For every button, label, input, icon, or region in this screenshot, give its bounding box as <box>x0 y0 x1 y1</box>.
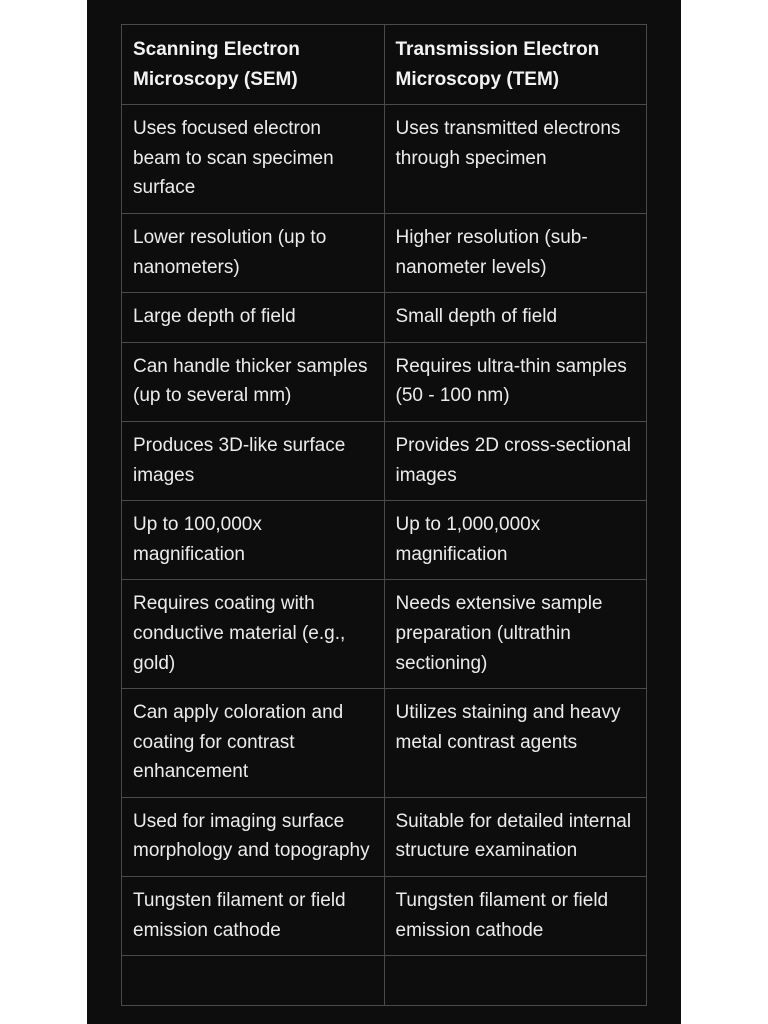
table-cell: Uses focused electron beam to scan specimen surface <box>122 105 385 214</box>
table-row <box>122 956 647 1006</box>
header-tem: Transmission Electron Microscopy (TEM) <box>384 25 647 105</box>
table-cell <box>384 956 647 1006</box>
table-row <box>122 105 647 214</box>
table-cell: Tungsten filament or field emission cathode <box>384 877 647 956</box>
table-cell: Utilizes staining and heavy metal contrast agents <box>384 689 647 798</box>
table-row <box>122 797 647 876</box>
table-row <box>122 877 647 956</box>
table-cell: Can apply coloration and coating for contrast enhancement <box>122 689 385 798</box>
table-cell: Produces 3D-like surface images <box>122 421 385 500</box>
table-cell: Requires coating with conductive material (e.g., gold) <box>122 580 385 689</box>
table-row <box>122 213 647 292</box>
page <box>87 0 681 1024</box>
table-cell: Higher resolution (sub-nanometer levels) <box>384 213 647 292</box>
table-row <box>122 580 647 689</box>
table-header-row <box>122 25 647 105</box>
table-cell: Provides 2D cross-sectional images <box>384 421 647 500</box>
table-cell: Up to 1,000,000x magnification <box>384 501 647 580</box>
table-row <box>122 689 647 798</box>
table-row <box>122 293 647 343</box>
table-cell: Small depth of field <box>384 293 647 343</box>
comparison-table <box>121 24 647 1006</box>
table-cell: Can handle thicker samples (up to several mm) <box>122 342 385 421</box>
table-cell: Requires ultra-thin samples (50 - 100 nm) <box>384 342 647 421</box>
table-cell: Large depth of field <box>122 293 385 343</box>
table-cell: Tungsten filament or field emission cathode <box>122 877 385 956</box>
table-row <box>122 421 647 500</box>
table-cell: Suitable for detailed internal structure examination <box>384 797 647 876</box>
table-cell: Up to 100,000x magnification <box>122 501 385 580</box>
table-cell: Needs extensive sample preparation (ultrathin sectioning) <box>384 580 647 689</box>
table-cell: Lower resolution (up to nanometers) <box>122 213 385 292</box>
table-cell: Uses transmitted electrons through specimen <box>384 105 647 214</box>
table-cell: Used for imaging surface morphology and topography <box>122 797 385 876</box>
header-sem: Scanning Electron Microscopy (SEM) <box>122 25 385 105</box>
table-row <box>122 342 647 421</box>
table-row <box>122 501 647 580</box>
table-cell <box>122 956 385 1006</box>
